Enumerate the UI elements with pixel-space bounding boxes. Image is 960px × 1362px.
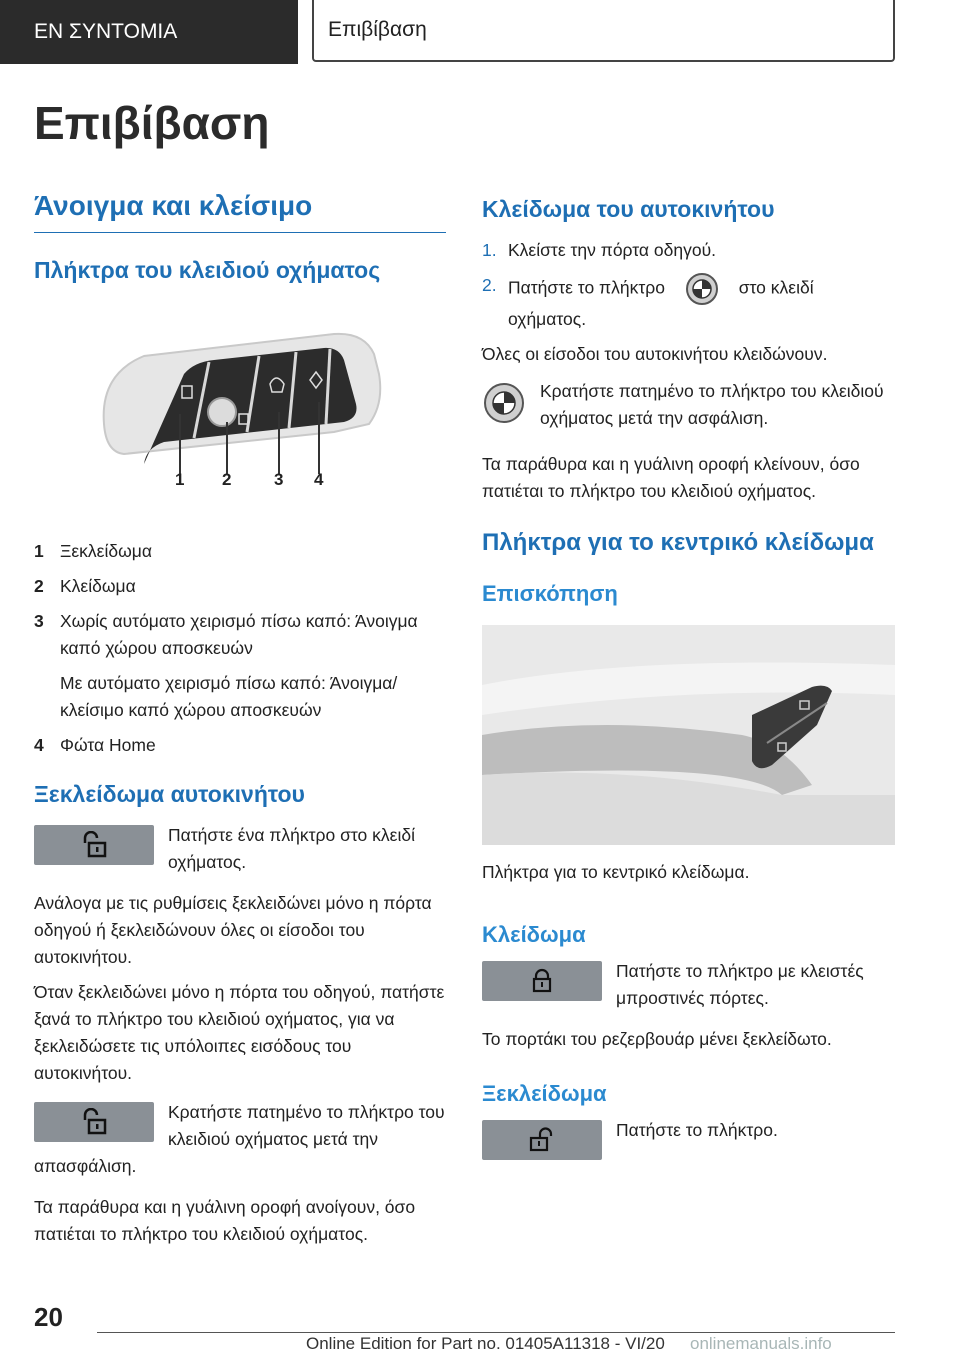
- unlock-press-block: [34, 822, 446, 876]
- unlock-icon: [77, 1108, 111, 1136]
- bmw-logo-icon: [208, 398, 236, 426]
- bmw-logo-image: [482, 381, 526, 433]
- step-text-a: Πατήστε το πλήκτρο: [508, 277, 665, 298]
- lock-icon: [529, 968, 555, 994]
- photo-caption: Πλήκτρα για το κεντρικό κλείδωμα.: [482, 862, 750, 882]
- lock-hold-block: [482, 378, 894, 437]
- lock-paragraph-1: Όλες οι είσοδοι του αυτοκινήτου κλειδώνουν.: [482, 344, 828, 364]
- header-chapter: [312, 0, 895, 62]
- legend-text: Χωρίς αυτόματο χειρισμό πίσω καπό: Άνοιγμα καπό χώρου αποσκευών: [60, 611, 418, 658]
- bmw-logo-icon: [680, 272, 724, 306]
- lock-steps: [482, 237, 894, 333]
- header-section: [0, 0, 298, 64]
- heading-central-locking: Πλήκτρα για το κεντρικό κλείδωμα: [482, 529, 874, 556]
- unlock-button-image: [34, 825, 154, 865]
- step-item: [482, 272, 894, 333]
- step-number: 2.: [482, 275, 497, 295]
- legend-number: 4: [34, 735, 44, 755]
- key-fob-illustration: [34, 314, 446, 522]
- unlock-hold-block: [34, 1099, 446, 1180]
- heading-unlock-vehicle: Ξεκλείδωμα αυτοκινήτου: [34, 781, 305, 807]
- unlock-button-image: [34, 1102, 154, 1142]
- unlock-icon: [77, 831, 111, 859]
- header-chapter-label: Επιβίβαση: [328, 18, 427, 41]
- heading-key-buttons: Πλήκτρα του κλειδιού οχήματος: [34, 257, 381, 283]
- legend-text: Με αυτόματο χειρισμό πίσω καπό: Άνοιγμα/κλείσιμο καπό χώρου αποσκευών: [60, 673, 398, 720]
- key-label-2: 2: [222, 470, 232, 489]
- unlock-paragraph-3: Τα παράθυρα και η γυάλινη οροφή ανοίγουν, όσο πατιέται το πλήκτρο του κλειδιού οχήματος.: [34, 1197, 416, 1244]
- central-unlock-press-text: Πατήστε το πλήκτρο.: [616, 1120, 778, 1140]
- legend-number: 1: [34, 541, 44, 561]
- heading-lock: Κλείδωμα: [482, 922, 586, 947]
- key-label-1: 1: [175, 470, 185, 489]
- step-text: Κλείστε την πόρτα οδηγού.: [508, 240, 717, 260]
- unlock-press-text: Πατήστε ένα πλήκτρο στο κλειδί οχήματος.: [168, 825, 415, 872]
- step-text: [508, 272, 894, 333]
- watermark: onlinemanuals.info: [690, 1334, 832, 1353]
- unlock-hold-text: Κρατήστε πατημένο το πλήκτρο του κλειδιού οχήματος μετά την απασφάλιση.: [34, 1102, 445, 1176]
- central-lock-photo: [482, 625, 895, 845]
- lock-button-image: [482, 961, 602, 1001]
- legend-text: Φώτα Home: [60, 735, 156, 755]
- bmw-logo-icon: [482, 381, 526, 425]
- legend-number: [34, 670, 60, 724]
- unlock-paragraph-2: Όταν ξεκλειδώνει μόνο η πόρτα του οδηγού, πατήστε ξανά το πλήκτρο του κλειδιού οχήματος, για να ξεκλειδώσετε τις υπόλοιπες εισόδους του αυτοκινήτου.: [34, 982, 445, 1083]
- lock-paragraph-2: Τα παράθυρα και η γυάλινη οροφή κλείνουν, όσο πατιέται το πλήκτρο του κλειδιού οχήματος.: [482, 454, 860, 501]
- central-lock-press-text: Πατήστε το πλήκτρο με κλειστές μπροστινές πόρτες.: [616, 961, 864, 1008]
- legend-item: [34, 608, 446, 662]
- key-label-4: 4: [314, 470, 324, 489]
- unlock-button-image: [482, 1120, 602, 1160]
- key-fob-drawing: [34, 314, 446, 522]
- central-lock-press-block: [482, 958, 894, 1012]
- legend-item: [34, 573, 446, 600]
- footer-divider: [97, 1332, 895, 1333]
- lock-hold-text: Κρατήστε πατημένο το πλήκτρο του κλειδιού οχήματος μετά την ασφάλιση.: [540, 381, 884, 428]
- central-unlock-press-block: [482, 1117, 894, 1164]
- fuel-flap-note: Το πορτάκι του ρεζερβουάρ μένει ξεκλείδωτο.: [482, 1029, 832, 1049]
- unlock-icon: [526, 1127, 558, 1153]
- right-column: [482, 196, 894, 1164]
- step-text-b: στο κλειδί οχήματος.: [508, 277, 814, 329]
- key-label-3: 3: [274, 470, 284, 489]
- step-number: 1.: [482, 240, 497, 260]
- legend-item: [34, 670, 446, 724]
- section-heading-open-close: Άνοιγμα και κλείσιμο: [34, 190, 446, 233]
- legend-number: 2: [34, 576, 44, 596]
- legend-item: [34, 732, 446, 759]
- footer-edition: Online Edition for Part no. 01405A11318 - VI/20: [306, 1334, 665, 1353]
- heading-unlock: Ξεκλείδωμα: [482, 1081, 607, 1106]
- page-title: Επιβίβαση: [34, 97, 270, 149]
- step-item: [482, 237, 894, 264]
- heading-overview: Επισκόπηση: [482, 581, 618, 606]
- header-section-label: ΕΝ ΣΥΝΤΟΜΙΑ: [34, 20, 178, 43]
- page-number: 20: [34, 1302, 63, 1332]
- legend-text: Κλείδωμα: [60, 576, 136, 596]
- heading-lock-vehicle: Κλείδωμα του αυτοκινήτου: [482, 196, 775, 222]
- legend-number: 3: [34, 611, 44, 631]
- legend-item: [34, 538, 446, 565]
- key-legend: [34, 538, 446, 759]
- left-column: [34, 190, 446, 1248]
- unlock-paragraph-1: Ανάλογα με τις ρυθμίσεις ξεκλειδώνει μόνο η πόρτα οδηγού ή ξεκλειδώνουν όλες οι είσοδοι του αυτοκινήτου.: [34, 893, 432, 967]
- legend-text: Ξεκλείδωμα: [60, 541, 152, 561]
- door-panel-drawing: [482, 625, 895, 845]
